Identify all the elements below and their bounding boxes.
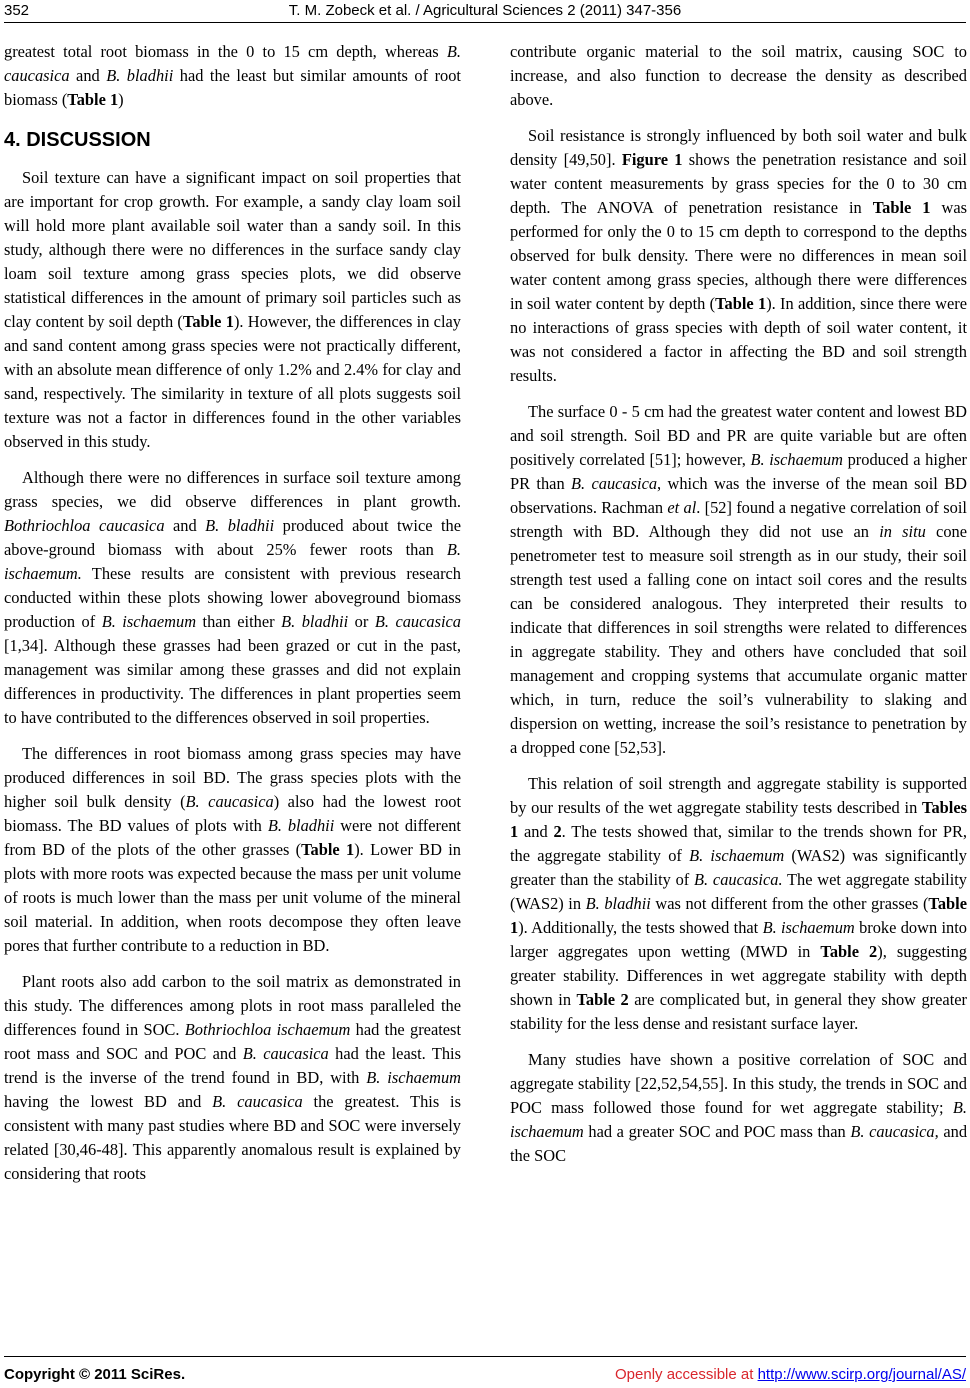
bold-reference: 2 — [553, 822, 562, 841]
paragraph — [510, 400, 967, 760]
text-run: had the least but similar amounts of root biomass ( — [4, 66, 461, 109]
copyright-notice: Copyright © 2011 SciRes. — [4, 1366, 186, 1383]
text-run: The differences in root biomass among grass species may have produced differences in soil BD. The grass species plots with the higher soil bulk density ( — [4, 744, 461, 811]
italic-text: B. ischaemum — [750, 450, 843, 469]
running-head: T. M. Zobeck et al. / Agricultural Sciences 2 (2011) 347-356 — [288, 2, 682, 19]
text-run: than either — [196, 612, 282, 631]
text-run: and — [164, 516, 206, 535]
text-run: Plant roots also add carbon to the soil matrix as demonstrated in this study. The differences among plots in root mass paralleled the differences found in SOC. — [4, 972, 461, 1039]
text-run: ), suggesting greater stability. Differences in wet aggregate stability with depth shown in — [510, 942, 967, 1009]
paragraph — [510, 1048, 967, 1168]
text-run: ). Additionally, the tests showed that — [518, 918, 763, 937]
left-column — [4, 40, 461, 1198]
page-number: 352 — [4, 2, 30, 19]
paragraph — [510, 40, 967, 112]
text-run: had the greatest root mass and SOC and POC and — [4, 1020, 461, 1063]
text-run: ) also had the lowest root biomass. The BD values of plots with — [4, 792, 462, 835]
text-run: broke down into larger aggregates upon wetting (MWD in — [510, 918, 967, 961]
bold-reference: Table 2 — [820, 942, 878, 961]
text-run: . [52] found a negative correlation of soil strength with BD. Although they did not use an — [510, 498, 967, 541]
text-run: cone penetrometer test to measure soil strength as in our study, their soil strength test used a falling cone on intact soil cores and the results can be considered analogous. They interpreted their results to indicate that differences in soil strengths were related to differences in aggregate stability. They and others have concluded that soil management and cropping systems that accumulate organic matter which, in turn, reduce the soil’s vulnerability to slaking and dispersion on wetting, increase the soil’s resistance to penetration by a dropped cone [52,53]. — [510, 522, 967, 757]
text-run: ). In addition, since there were no interactions of grass species with depth of soil water content, it was not considered a factor in affecting the BD and soil strength results. — [510, 294, 967, 385]
italic-text: B. ischaemum — [101, 612, 197, 631]
bold-reference: Table 1 — [872, 198, 931, 217]
page-header — [0, 0, 970, 26]
access-prefix: Openly accessible at — [615, 1366, 758, 1383]
italic-text: in situ — [879, 522, 926, 541]
text-run: or — [348, 612, 375, 631]
bold-reference: Table 2 — [576, 990, 629, 1009]
italic-text: B. ischaemum — [510, 1098, 967, 1141]
italic-text: B. caucasica — [212, 1092, 303, 1111]
italic-text: B. caucasica. — [694, 870, 783, 889]
italic-text: B. caucasica — [242, 1044, 329, 1063]
bold-reference: Tables 1 — [510, 798, 967, 841]
journal-link[interactable]: http://www.scirp.org/journal/AS/ — [757, 1366, 966, 1383]
right-column — [510, 40, 967, 1180]
bold-reference: Table 1 — [510, 894, 967, 937]
text-run: Soil texture can have a significant impact on soil properties that are important for crop growth. For example, a sandy clay loam soil will hold more plant available soil water than a sandy soil. In this study, although there were no differences in the surface sandy clay loam soil texture among grass species plots, we did observe statistical differences in the amount of primary soil particles such as clay content by soil depth ( — [4, 168, 461, 331]
italic-text: B. caucasica — [4, 42, 461, 85]
text-run: . The tests showed that, similar to the trends shown for PR, the aggregate stability of — [510, 822, 967, 865]
italic-text: B. ischaemum. — [4, 540, 461, 583]
bold-reference: Table 1 — [67, 90, 119, 109]
text-run: having the lowest BD and — [4, 1092, 213, 1111]
paragraph — [4, 166, 461, 454]
paragraph — [4, 466, 461, 730]
header-rule — [4, 22, 966, 23]
paragraph — [4, 970, 461, 1186]
italic-text: Bothriochloa ischaemum — [184, 1020, 351, 1039]
text-run: ) — [118, 90, 124, 109]
italic-text: B. ischaemum — [689, 846, 785, 865]
text-run: [1,34]. Although these grasses had been grazed or cut in the past, management was similar among these grasses and did not explain differences in productivity. The differences in plant properties seem to have contributed to the differences observed in soil properties. — [4, 636, 461, 727]
bold-reference: Table 1 — [182, 312, 234, 331]
text-run: contribute organic material to the soil matrix, causing SOC to increase, and also function to decrease the density as described above. — [510, 42, 967, 109]
section-title: 4. DISCUSSION — [4, 129, 151, 151]
text-run: ). Lower BD in plots with more roots was expected because the mass per unit volume of roots is much lower than the mass per unit volume of the mineral soil material. In addition, when roots decompose they often leave pores that further contribute to a reduction in BD. — [4, 840, 461, 955]
italic-text: et al — [667, 498, 697, 517]
page-footer — [0, 1356, 970, 1388]
italic-text: B. bladhii — [585, 894, 651, 913]
bold-reference: Figure 1 — [621, 150, 683, 169]
text-run: ). However, the differences in clay and sand content among grass species were not practically different, with an absolute mean difference of only 1.2% and 2.4% for clay and sand, respectively. The similarity in texture of all plots suggests soil texture was not a factor in differences found in the other variables observed in this study. — [4, 312, 461, 451]
text-run: greatest total root biomass in the 0 to 15 cm depth, whereas — [4, 42, 447, 61]
access-notice — [615, 1366, 966, 1383]
italic-text: B. ischaemum — [762, 918, 855, 937]
italic-text: Bothriochloa caucasica — [4, 516, 165, 535]
text-run: These results are consistent with previous research conducted within these plots showing lower aboveground biomass production of — [4, 564, 461, 631]
italic-text: B. caucasica, — [850, 1122, 939, 1141]
text-run: and — [69, 66, 107, 85]
italic-text: B. caucasica — [374, 612, 461, 631]
text-run: produced a higher PR than — [510, 450, 967, 493]
text-run: , which was the inverse of the mean soil BD observations. Rachman — [510, 474, 967, 517]
text-run: Many studies have shown a positive correlation of SOC and aggregate stability [22,52,54,55]. In this study, the trends in SOC and POC mass followed those found for wet aggregate stability; — [510, 1050, 967, 1117]
text-run: Soil resistance is strongly influenced by both soil water and bulk density [49,50]. — [510, 126, 967, 169]
paragraph — [510, 124, 967, 388]
italic-text: B. bladhii — [281, 612, 349, 631]
bold-reference: Table 1 — [301, 840, 355, 859]
text-run: are complicated but, in general they show greater stability for the less dense and resistant surface layer. — [510, 990, 967, 1033]
text-run: the greatest. This is consistent with many past studies where BD and SOC were inversely related [30,46-48]. This apparently anomalous result is explained by considering that roots — [4, 1092, 461, 1183]
text-run: had the least. This trend is the inverse of the trend found in BD, with — [4, 1044, 461, 1087]
text-run: and — [518, 822, 554, 841]
text-run: shows the penetration resistance and soil water content measurements by grass species for the 0 to 30 cm depth. The ANOVA of penetration resistance in — [510, 150, 967, 217]
text-run: were not different from BD of the plots of the other grasses ( — [4, 816, 461, 859]
text-run: was not different from the other grasses ( — [650, 894, 929, 913]
text-run: The surface 0 - 5 cm had the greatest water content and lowest BD and soil strength. Soil BD and PR are quite variable but are often positively correlated [51]; however, — [510, 402, 967, 469]
text-run: and the SOC — [510, 1122, 968, 1165]
text-run: Although there were no differences in surface soil texture among grass species, we did observe differences in plant growth. — [4, 468, 461, 511]
paragraph — [510, 772, 967, 1036]
paragraph — [4, 742, 461, 958]
italic-text: B. bladhii — [267, 816, 335, 835]
text-run: (WAS2) was significantly greater than the stability of — [510, 846, 967, 889]
text-run: The wet aggregate stability (WAS2) in — [510, 870, 967, 913]
bold-reference: Table 1 — [715, 294, 767, 313]
italic-text: B. caucasica — [185, 792, 274, 811]
paragraph — [4, 40, 461, 112]
text-run: This relation of soil strength and aggregate stability is supported by our results of the wet aggregate stability tests described in — [510, 774, 967, 817]
italic-text: B. bladhii — [205, 516, 275, 535]
text-run: produced about twice the above-ground biomass with about 25% fewer roots than — [4, 516, 461, 559]
text-run: had a greater SOC and POC mass than — [583, 1122, 851, 1141]
italic-text: B. ischaemum — [366, 1068, 462, 1087]
footer-rule — [4, 1356, 966, 1357]
text-run: was performed for only the 0 to 15 cm depth to correspond to the depths observed for bulk density. There were no differences in mean soil water content among grass species, although there were differences in soil water content by depth ( — [510, 198, 967, 313]
italic-text: B. caucasica — [571, 474, 658, 493]
italic-text: B. bladhii — [106, 66, 174, 85]
